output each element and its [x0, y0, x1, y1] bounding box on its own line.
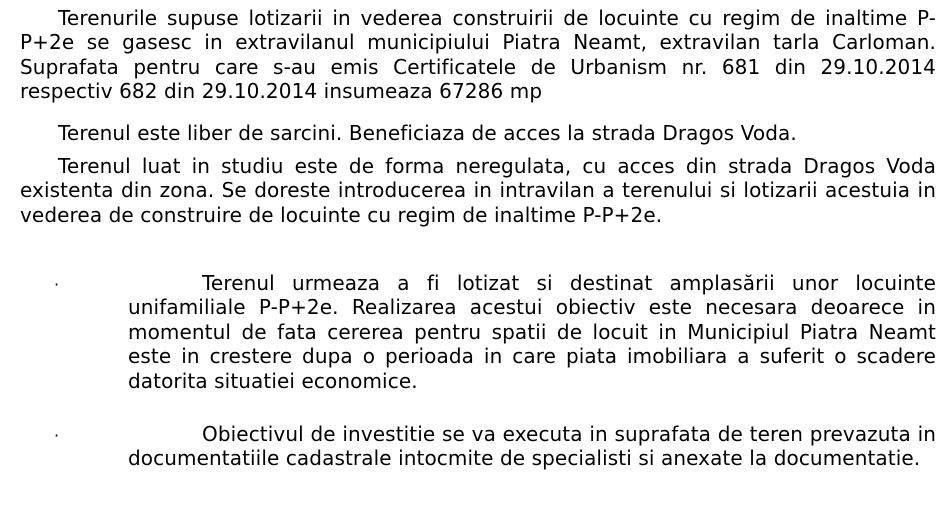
- paragraph-land-study: Terenul luat in studiu este de forma neregulata, cu acces din strada Dragos Voda existenta din zona. Se doreste introducerea in intravilan a terenului si lotizarii acestuia in vederea de construire de locuinte cu regim de inaltime P-P+2e.: [20, 154, 936, 227]
- bullet-text: Obiectivul de investitie se va executa in suprafata de teren prevazuta in documentatiile cadastrale intocmite de specialisti si anexate la documentatie.: [128, 422, 936, 471]
- paragraph-land-description: Terenurile supuse lotizarii in vederea construirii de locuinte cu regim de inaltime P-P+2e se gasesc in extravilanul municipiului Piatra Neamt, extravilan tarla Carloman. Suprafata pentru care s-au emis Certificatele de Urbanism nr. 681 din 29.10.2014 respectiv 682 din 29.10.2014 insumeaza 67286 mp: [20, 6, 936, 104]
- paragraph-land-status: Terenul este liber de sarcini. Beneficiaza de acces la strada Dragos Voda.: [58, 121, 797, 145]
- bullet-text: Terenul urmeaza a fi lotizat si destinat amplasării unor locuinte unifamiliale P-P+2e. Realizarea acestui obiectiv este necesara deoarece in momentul de fata cererea pentru spatii de locuit in Municipiul Piatra Neamt este in crestere dupa o perioada in care piata imobiliara a suferit o scadere datorita situatiei economice.: [128, 271, 936, 393]
- bullet-marker: ·: [54, 275, 60, 294]
- bullet-marker: ·: [54, 426, 60, 445]
